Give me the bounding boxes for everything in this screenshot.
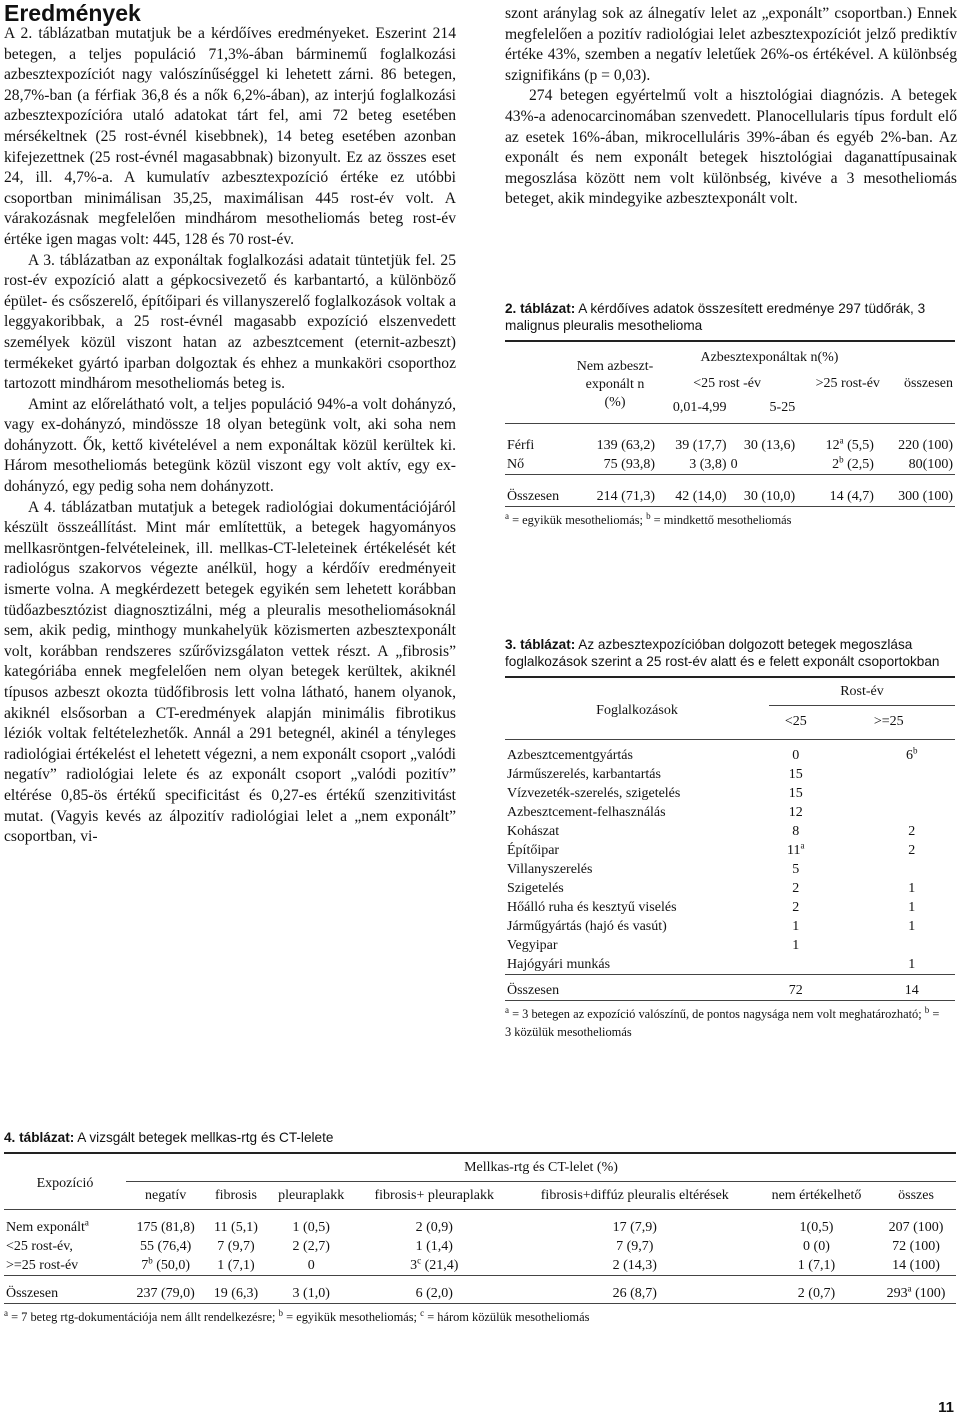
cell: 17 (7,9) [612, 1220, 657, 1235]
cell: 55 (76,4) [139, 1239, 192, 1254]
row-label: Nő [507, 457, 525, 472]
cell [769, 841, 823, 860]
cell: 139 (63,2) [596, 438, 655, 453]
cell [797, 436, 876, 455]
table-row [505, 822, 955, 841]
table-row [505, 898, 955, 917]
cell [823, 860, 955, 879]
cell-value: (2,5) [843, 457, 874, 472]
cell: 2 (0,9) [415, 1220, 453, 1235]
table-caption [4, 1129, 956, 1146]
footnote-text: = egyikük mesotheliomás; [509, 513, 647, 527]
footnote-marker: a [4, 1307, 8, 1318]
right-column [505, 4, 957, 210]
table-row-total [4, 1284, 956, 1304]
cell-value: (21,4) [421, 1258, 459, 1273]
header-total: összesen [904, 376, 953, 391]
cell: 26 (8,7) [612, 1286, 657, 1301]
table-row [505, 841, 955, 860]
cell-value: 0 [792, 748, 800, 763]
footnote-text: = 3 betegen az expozíció valószínű, de pontos nagysága nem volt meghatározható; [509, 1007, 925, 1021]
row-label: Szigetelés [507, 881, 564, 896]
table-row-total [505, 487, 955, 507]
cell: 237 (79,0) [136, 1286, 195, 1301]
table-row [4, 1218, 956, 1237]
paragraph: szont aránylag sok az álnegatív lelet az „exponált” csoportban.) Ennek megfelelően a pozitív radiológiai lelet azbesztexpozíciót jelző prediktív értéke 43%, szemben a negatív leletűek 26%-os értékével. A különbség szignifikáns (p = 0,03). [505, 5, 957, 84]
paragraph: Amint az előrelátható volt, a teljes populáció 94%-a volt dohányzó, vagy ex-dohányzó, mindössze 18 olyan betegünk volt, aki soha nem dohányzott. Ők, kettő kivételével a nem exponáltak közül kerültek ki. Három mesotheliomás betegünk közül viszont egy volt aktív, egy ex-dohányzó, egy pedig soha nem dohányzott. [4, 395, 456, 496]
cell: 30 (10,0) [743, 489, 796, 504]
header-lt25: <25 [784, 714, 807, 729]
footnote-marker: a [84, 1217, 89, 1228]
cell [769, 898, 823, 917]
cell: 175 (81,8) [136, 1220, 195, 1235]
footnote-marker: a [505, 1004, 509, 1015]
left-column [4, 24, 456, 848]
cell-value: 7 [141, 1258, 149, 1273]
row-label-text: Nem exponált [6, 1220, 85, 1235]
cell-value: 2 [832, 457, 840, 472]
header-col: negatív [145, 1188, 187, 1203]
table-footnote [4, 1308, 956, 1326]
footnote-marker: b [839, 454, 844, 465]
footnote-marker: b [924, 1004, 930, 1015]
cell-value: 2 [908, 824, 916, 839]
table-row [505, 860, 955, 879]
cell-value: 1 [908, 957, 916, 972]
cell: 14 (100) [892, 1258, 940, 1273]
footnote-text: = mindkettő mesotheliomás [650, 513, 792, 527]
cell: 1 (7,1) [797, 1258, 836, 1273]
table-row [505, 936, 955, 955]
table-row [505, 803, 955, 822]
table-row [505, 746, 955, 765]
cell: 214 (71,3) [596, 489, 655, 504]
paragraph: A 3. táblázatban az exponáltak foglalkozási adatait tüntetjük fel. 25 rost-év expozíció alatt a gépkocsivezető és karbantartó, a különböző épület- és csőszerelő, építőipari és villanyszerelő foglalkozások voltak a leggyakoribbak, a 25 rost-évnél magasabb expozíció elszenvedett személyek közül viszont hatan az azbesztcement (eternit-azbeszt) termékeket gyártó iparban dolgoztak és ehhez a munkaköri csoporthoz tartozott mindhárom mesotheliomás beteg is. [4, 251, 456, 393]
cell-value: 1 [908, 919, 916, 934]
row-label: Férfi [507, 438, 535, 453]
footnote-marker: a [505, 510, 509, 521]
header-lt25: <25 rost -év [693, 376, 761, 391]
cell [823, 765, 955, 784]
footnote-marker: a [800, 840, 805, 851]
header-group: Rost-év [769, 682, 955, 706]
row-label [4, 1218, 126, 1237]
cell-value: (100) [911, 1286, 946, 1301]
cell: 1 (1,4) [415, 1239, 453, 1254]
cell: 1 (7,1) [217, 1258, 255, 1273]
header-col: fibrosis+ pleuraplakk [374, 1188, 494, 1203]
table-label: 4. táblázat: [4, 1130, 75, 1145]
cell [823, 955, 955, 975]
table-caption-text: A kérdőíves adatok összesített eredménye 297 tüdőrák, 3 malignus pleuralis mesothelioma [505, 301, 926, 333]
row-label: Összesen [507, 489, 560, 504]
cell [769, 822, 823, 841]
row-label: Járműgyártás (hajó és vasút) [507, 919, 667, 934]
cell [769, 803, 823, 822]
table-2 [505, 300, 955, 529]
cell: 2 (0,7) [797, 1286, 836, 1301]
table-row [505, 917, 955, 936]
cell-value: 15 [788, 786, 803, 801]
footnote-marker: c [417, 1255, 422, 1266]
row-label: Járműszerelés, karbantartás [507, 767, 661, 782]
header-ge25: >=25 [873, 714, 904, 729]
cell [769, 955, 823, 975]
cell-value: 11 [787, 843, 801, 858]
row-label-text: <25 rost-év, [6, 1239, 73, 1254]
row-label: Vegyipar [507, 938, 558, 953]
row-label-text: >=25 rost-év [6, 1258, 79, 1273]
footnote-text: = 3 közülük mesotheliomás [505, 1007, 940, 1039]
row-label: Vízvezeték-szerelés, szigetelés [507, 786, 681, 801]
table-caption-text: Az azbesztexpozícióban dolgozott betegek megoszlása foglalkozások szerint a 25 rost-év alatt és e felett exponált csoportokban [505, 637, 940, 669]
cell [823, 898, 955, 917]
cell-value: 1 [792, 919, 800, 934]
cell: 39 (17,7) [675, 438, 727, 453]
row-label: Építőipar [507, 843, 560, 858]
cell: 42 (14,0) [675, 489, 727, 504]
header-col: összes [898, 1188, 934, 1203]
table-row [505, 455, 955, 475]
cell-value: 2 [792, 900, 800, 915]
header-occupation: Foglalkozások [596, 703, 678, 718]
cell [823, 917, 955, 936]
cell: 2 (2,7) [292, 1239, 330, 1254]
cell: 0 [730, 457, 738, 472]
table-caption-text: A vizsgált betegek mellkas-rtg és CT-lelete [74, 1130, 334, 1145]
cell: 14 (4,7) [829, 489, 874, 504]
table-row [4, 1237, 956, 1256]
header-col: fibrosis+diffúz pleuralis eltérések [540, 1188, 729, 1203]
cell [356, 1256, 513, 1276]
cell: 1 (0,5) [292, 1220, 330, 1235]
cell-value: 1 [792, 938, 800, 953]
footnote-marker: b [913, 745, 918, 756]
cell [126, 1256, 205, 1276]
cell: 80(100) [908, 457, 953, 472]
row-label [4, 1237, 126, 1256]
header-sub: 0,01-4,99 [672, 400, 727, 415]
cell-value: (5,5) [843, 438, 874, 453]
cell-value: 1 [908, 881, 916, 896]
section-heading: Eredmények [4, 0, 141, 26]
cell: 220 (100) [898, 438, 953, 453]
cell-value: 3 [410, 1258, 418, 1273]
cell [797, 455, 876, 475]
paragraph: 274 betegen egyértelmű volt a hisztológiai diagnózis. A betegek 43%-a adenocarcinomában szenvedett. Planocellularis típus fordult elő az esetek 16%-ában, mikrocelluláris 39%-ában és egyéb 2%-ban. Az exponált és nem exponált betegek hisztológiai daganattípusainak megoszlása között nem volt különbség, kivéve a 3 mesotheliomás beteget, akik mindegyike azbesztexponált volt. [505, 87, 957, 208]
cell [823, 879, 955, 898]
table-row-total [505, 981, 955, 1001]
cell: 7 (9,7) [217, 1239, 255, 1254]
paragraph: A 2. táblázatban mutatjuk be a kérdőíves eredményeket. Eszerint 214 betegen, a teljes populáció 71,3%-ában bárminemű foglalkozási azbesztexpozíciót nagy valószínűséggel ki lehetett zárni. 86 betegen, 28,7%-ban (a férfiak 36,8 és a nők 6,2%-ában), az interjú foglalkozási azbesztexpozícióra utaló adatokat tárt fel, ami 72 beteg esetében mérsékeltnek (25 rost-évnél kisebbnek), 14 beteg esetében azonban kifejezettnek (25 rost-évnél magasabbnak) bizonyult. Ez az összes eset 24, ill. 4,7%-a. A kumulatív azbesztexpozíció értéke ez utóbbi csoportban minimálisan 35,25, maximálisan 445 rost-év volt. A várakozásnak megfelelően mindhárom mesotheliomás beteg rost-év értéke igen magas volt: 445, 128 és 70 rost-év. [4, 25, 456, 248]
table-row [505, 879, 955, 898]
table-row [4, 1256, 956, 1276]
footnote-text: = három közülük mesotheliomás [424, 1310, 590, 1324]
row-label: Hőálló ruha és kesztyű viselés [507, 900, 677, 915]
cell-value: 5 [792, 862, 800, 877]
cell: 1(0,5) [799, 1220, 834, 1235]
cell: 14 [904, 983, 919, 998]
cell [769, 917, 823, 936]
header-col: pleuraplakk [278, 1188, 345, 1203]
table-row [505, 784, 955, 803]
cell-value: 8 [792, 824, 800, 839]
row-label: Villanyszerelés [507, 862, 593, 877]
table-4 [4, 1129, 956, 1326]
cell [823, 746, 955, 765]
table-caption [505, 636, 955, 670]
row-label: Azbesztcement-felhasználás [507, 805, 666, 820]
row-label: Kohászat [507, 824, 560, 839]
cell: 11 (5,1) [214, 1220, 258, 1235]
cell [769, 746, 823, 765]
footnote-marker: b [646, 510, 651, 521]
cell-value: 293 [886, 1286, 908, 1301]
cell: 30 (13,6) [743, 438, 796, 453]
cell-value: 12 [788, 805, 803, 820]
header-exposure: Expozíció [36, 1176, 94, 1191]
row-label: Azbesztcementgyártás [507, 748, 633, 763]
table-footnote [505, 511, 955, 529]
row-label: Hajógyári munkás [507, 957, 611, 972]
row-label: Összesen [507, 983, 560, 998]
cell-value: 6 [906, 748, 914, 763]
cell: 72 (100) [892, 1239, 940, 1254]
cell [823, 841, 955, 860]
table-row [505, 436, 955, 455]
cell: 207 (100) [888, 1220, 944, 1235]
cell [769, 860, 823, 879]
cell: 0 (0) [803, 1239, 830, 1254]
cell [823, 803, 955, 822]
cell [769, 765, 823, 784]
cell: 3 (1,0) [292, 1286, 330, 1301]
cell-value: 2 [792, 881, 800, 896]
cell-value: 15 [788, 767, 803, 782]
header-group: Azbesztexponáltak n(%) [700, 350, 839, 365]
cell: 19 (6,3) [213, 1286, 259, 1301]
footnote-marker: b [278, 1307, 284, 1318]
header-ge25: >25 rost-év [815, 376, 880, 391]
cell: 300 (100) [898, 489, 953, 504]
table-footnote [505, 1005, 945, 1041]
cell [769, 936, 823, 955]
row-label [4, 1256, 126, 1276]
table [505, 340, 955, 511]
header-col: fibrosis [214, 1188, 257, 1203]
table [4, 1152, 956, 1308]
header-nem: Nem azbeszt- exponált n (%) [576, 359, 654, 410]
table-row [505, 765, 955, 784]
cell: 75 (93,8) [603, 457, 655, 472]
cell [823, 936, 955, 955]
cell [769, 879, 823, 898]
paragraph: A 4. táblázatban mutatjuk a betegek radiológiai dokumentációjáról készült összeállítást. Mint már említettük, a betegek hagyományos mellkasröntgen-felvételeinek, ill. mellkas-CT-leleteinek értékelését két radiológus szakorvos végezte anélkül, hogy a kérdőív eredményeit ismerte volna. A megkérdezett betegek egyikén sem lehetett korábban tüdőazbesztózist diagnosztizálni, még a pleuralis mesotheliomásoknál sem, akik pedig, minthogy munkahelyük közismerten azbesztexponált volt, korábban rendszeres szűrővizsgálaton vettek részt. A „fibrosis” kategóriába ennek megfelelően nem olyan betegek kerültek, akiknél típusos azbeszt okozta tüdőfibrosis lett volna látható, hanem olyanok, akiknél elsősorban a CT-eredmények alapján minimális fibrotikus léziók voltak feltételezhetők. Annál a 291 betegnél, akinél a tényleges radiológiai értékelést el lehetett végezni, a nem exponált csoport „valódi negatív” radiológiai lelete és az exponált csoport „valódi pozitív” eltérése 0,85-ös értékű specificitást és 0,27-es értékű szenzitivitást mutat. (Vagyis kevés az álpozitív radiológiai lelet a „nem exponált” csoportban, vi- [4, 498, 456, 846]
cell: 7 (9,7) [616, 1239, 654, 1254]
cell [769, 784, 823, 803]
row-label: Összesen [6, 1286, 59, 1301]
page-number: 11 [938, 1399, 954, 1416]
table [505, 676, 955, 1005]
cell-value: (50,0) [152, 1258, 191, 1273]
cell-value: 12 [825, 438, 840, 453]
table-row [505, 955, 955, 975]
footnote-marker: a [839, 435, 844, 446]
footnote-marker: a [907, 1283, 912, 1294]
cell-value: 2 [908, 843, 916, 858]
header-group: Mellkas-rtg és CT-lelet (%) [126, 1158, 956, 1182]
header-col: nem értékelhető [771, 1188, 862, 1203]
cell: 6 (2,0) [415, 1286, 453, 1301]
table-label: 3. táblázat: [505, 637, 576, 652]
cell [876, 1284, 956, 1304]
cell: 72 [788, 983, 803, 998]
header-sub2: 5-25 [769, 400, 796, 415]
footnote-text: = egyikük mesotheliomás; [283, 1310, 421, 1324]
footnote-marker: b [148, 1255, 153, 1266]
cell: 2 (14,3) [612, 1258, 657, 1273]
table-caption [505, 300, 955, 334]
cell [823, 822, 955, 841]
footnote-marker: c [420, 1307, 425, 1318]
footnote-text: = 7 beteg rtg-dokumentációja nem állt rendelkezésre; [8, 1310, 279, 1324]
table-3 [505, 636, 955, 1041]
cell-value: 1 [908, 900, 916, 915]
table-label: 2. táblázat: [505, 301, 576, 316]
cell: 0 [307, 1258, 315, 1273]
cell [823, 784, 955, 803]
cell: 3 (3,8) [689, 457, 727, 472]
